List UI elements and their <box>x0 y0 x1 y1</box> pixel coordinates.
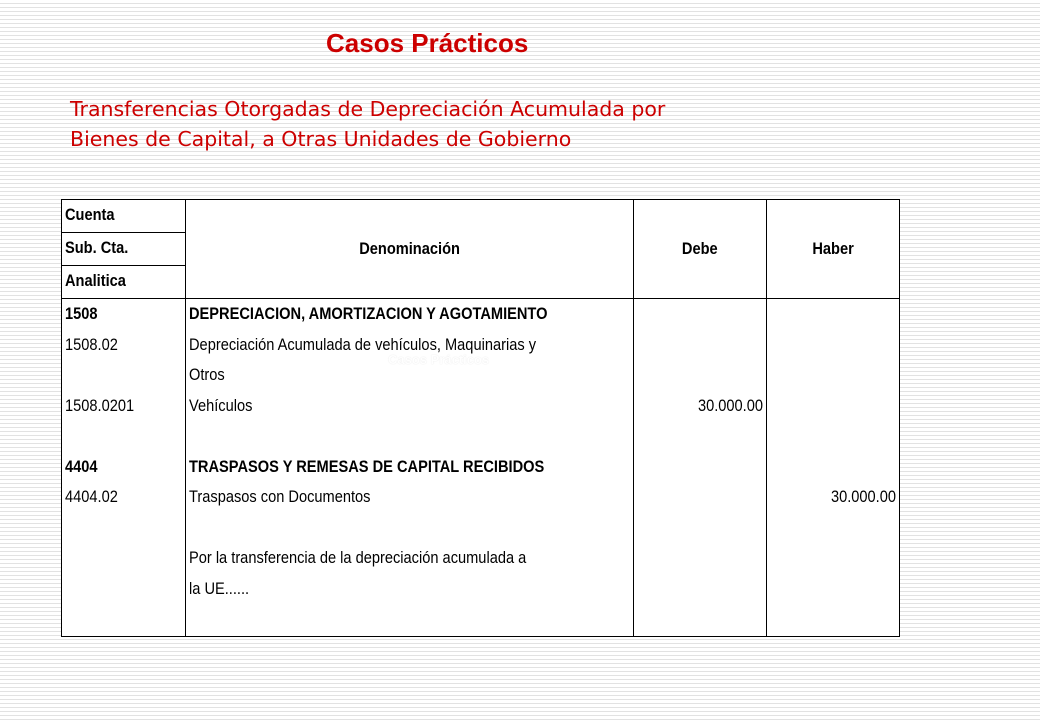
header-analitica: Analitica <box>62 266 186 299</box>
header-denominacion: Denominación <box>186 200 634 299</box>
haber-amount <box>788 543 896 574</box>
account-description: la UE...... <box>189 578 250 598</box>
header-cuenta: Cuenta <box>62 200 186 233</box>
slide-subtitle <box>70 94 890 154</box>
haber-amount <box>788 330 896 361</box>
account-description <box>189 421 568 452</box>
account-description <box>189 513 568 544</box>
header-sub-cta: Sub. Cta. <box>62 233 186 266</box>
debe-amount <box>655 543 763 574</box>
account-description: Por la transferencia de la depreciación acumulada a <box>189 548 527 568</box>
account-code: 4404.02 <box>65 487 118 507</box>
debe-amount <box>655 452 763 483</box>
account-description: Traspasos con Documentos <box>189 487 371 507</box>
account-code <box>65 360 166 391</box>
haber-amount <box>788 391 896 422</box>
debe-amount <box>655 513 763 544</box>
haber-amount <box>788 299 896 330</box>
account-code: 1508.02 <box>65 334 118 354</box>
faint-watermark-text: Casos Prácticos <box>388 352 490 367</box>
haber-amount <box>788 513 896 544</box>
debe-column <box>634 299 767 637</box>
ledger-sheet <box>61 199 899 637</box>
haber-amount <box>788 574 896 605</box>
account-code: 1508.0201 <box>65 395 135 415</box>
code-column <box>62 299 186 637</box>
debe-amount: 30.000.00 <box>697 395 763 415</box>
account-description: DEPRECIACION, AMORTIZACION Y AGOTAMIENTO <box>189 304 548 324</box>
ledger-body-row <box>62 299 900 637</box>
haber-column <box>767 299 900 637</box>
debe-amount <box>655 574 763 605</box>
header-row-cuenta <box>62 200 900 233</box>
account-code <box>65 513 166 544</box>
header-debe: Debe <box>634 200 767 299</box>
haber-amount <box>788 452 896 483</box>
account-description: Depreciación Acumulada de vehículos, Maquinarias y <box>189 334 537 354</box>
description-column <box>186 299 634 637</box>
header-haber: Haber <box>767 200 900 299</box>
account-description: Otros <box>189 365 225 385</box>
account-code <box>65 574 166 605</box>
slide-title: Casos Prácticos <box>326 28 529 58</box>
debe-amount <box>655 299 763 330</box>
debe-amount <box>655 360 763 391</box>
account-code: 4404 <box>65 456 98 476</box>
haber-amount <box>788 421 896 452</box>
debe-amount <box>655 421 763 452</box>
haber-amount: 30.000.00 <box>830 487 896 507</box>
debe-amount <box>655 482 763 513</box>
account-code <box>65 543 166 574</box>
account-code <box>65 421 166 452</box>
account-description: Vehículos <box>189 395 253 415</box>
debe-amount <box>655 330 763 361</box>
account-description: TRASPASOS Y REMESAS DE CAPITAL RECIBIDOS <box>189 456 545 476</box>
haber-amount <box>788 360 896 391</box>
subtitle-line-1: Transferencias Otorgadas de Depreciación Acumulada por <box>70 97 666 121</box>
subtitle-line-2: Bienes de Capital, a Otras Unidades de Gobierno <box>70 127 572 151</box>
account-code: 1508 <box>65 304 98 324</box>
ledger-table <box>61 199 900 637</box>
